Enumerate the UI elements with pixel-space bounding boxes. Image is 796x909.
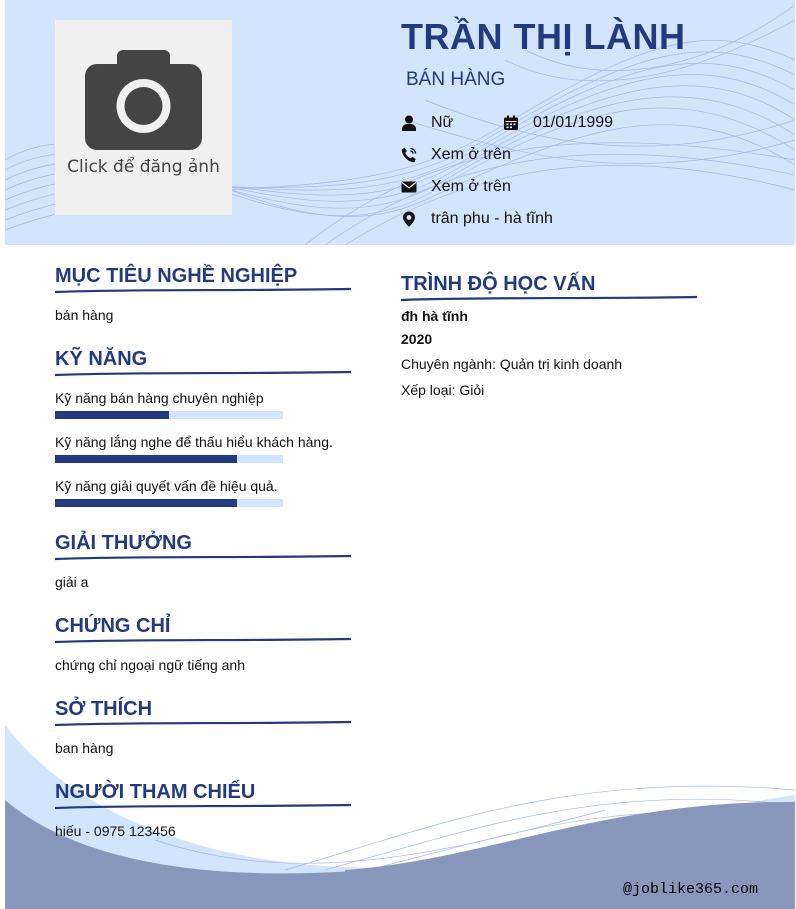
skill-label[interactable]: Kỹ năng lắng nghe để thấu hiểu khách hàng.: [55, 434, 333, 450]
skill-level-fill: [55, 455, 237, 463]
location-pin-icon: [401, 211, 417, 227]
address-value[interactable]: trân phu - hà tĩnh: [431, 210, 553, 227]
objective-title[interactable]: MỤC TIÊU NGHỀ NGHIỆP: [55, 265, 298, 287]
cv-page: [5, 0, 795, 909]
birthday-value[interactable]: 01/01/1999: [533, 114, 614, 131]
phone-icon: [401, 147, 417, 163]
awards-underline: [55, 553, 351, 563]
skills-underline: [55, 369, 351, 379]
envelope-icon: [401, 179, 417, 195]
user-icon: [401, 115, 417, 131]
email-row: [401, 178, 511, 196]
objective-underline: [55, 286, 351, 296]
calendar-icon: [503, 115, 519, 131]
candidate-name[interactable]: TRẦN THỊ LÀNH: [401, 16, 686, 57]
references-underline: [55, 802, 351, 812]
awards-content[interactable]: giải a: [55, 574, 89, 590]
hobbies-content[interactable]: ban hàng: [55, 740, 114, 756]
education-major[interactable]: Chuyên ngành: Quản trị kinh doanh: [401, 356, 623, 372]
email-value[interactable]: Xem ở trên: [431, 178, 511, 195]
skill-label[interactable]: Kỹ năng bán hàng chuyên nghiệp: [55, 390, 264, 406]
education-school[interactable]: đh hà tĩnh: [401, 308, 468, 324]
watermark: @joblike365.com: [623, 881, 759, 898]
skill-level-fill: [55, 411, 169, 419]
hobbies-underline: [55, 719, 351, 729]
skill-level-bar: [55, 499, 283, 507]
address-row: [401, 210, 553, 228]
education-year[interactable]: 2020: [401, 331, 433, 347]
skill-level-bar: [55, 411, 283, 419]
certificates-title[interactable]: CHỨNG CHỈ: [55, 615, 171, 637]
skill-label[interactable]: Kỹ năng giải quyết vấn đề hiệu quả.: [55, 478, 278, 494]
references-content[interactable]: hiếu - 0975 123456: [55, 823, 176, 839]
photo-upload-label: Click để đăng ảnh: [67, 157, 220, 177]
gender-value[interactable]: Nữ: [431, 114, 454, 131]
candidate-position[interactable]: BÁN HÀNG: [406, 69, 506, 90]
references-title[interactable]: NGƯỜI THAM CHIẾU: [55, 781, 256, 803]
certificates-underline: [55, 636, 351, 646]
photo-upload[interactable]: [55, 20, 232, 215]
education-title[interactable]: TRÌNH ĐỘ HỌC VẤN: [401, 273, 596, 295]
skill-level-fill: [55, 499, 237, 507]
gender-row: [401, 114, 453, 132]
camera-icon: [85, 48, 202, 150]
awards-title[interactable]: GIẢI THƯỞNG: [55, 532, 192, 554]
phone-row: [401, 146, 511, 164]
skill-level-bar: [55, 455, 283, 463]
phone-value[interactable]: Xem ở trên: [431, 146, 511, 163]
education-underline: [401, 294, 697, 304]
certificates-content[interactable]: chứng chỉ ngoại ngữ tiếng anh: [55, 657, 245, 673]
skills-title[interactable]: KỸ NĂNG: [55, 348, 148, 370]
hobbies-title[interactable]: SỞ THÍCH: [55, 698, 153, 720]
objective-content[interactable]: bán hàng: [55, 307, 114, 323]
birthday-row: [503, 114, 613, 132]
education-rank[interactable]: Xếp loại: Giỏi: [401, 382, 485, 398]
